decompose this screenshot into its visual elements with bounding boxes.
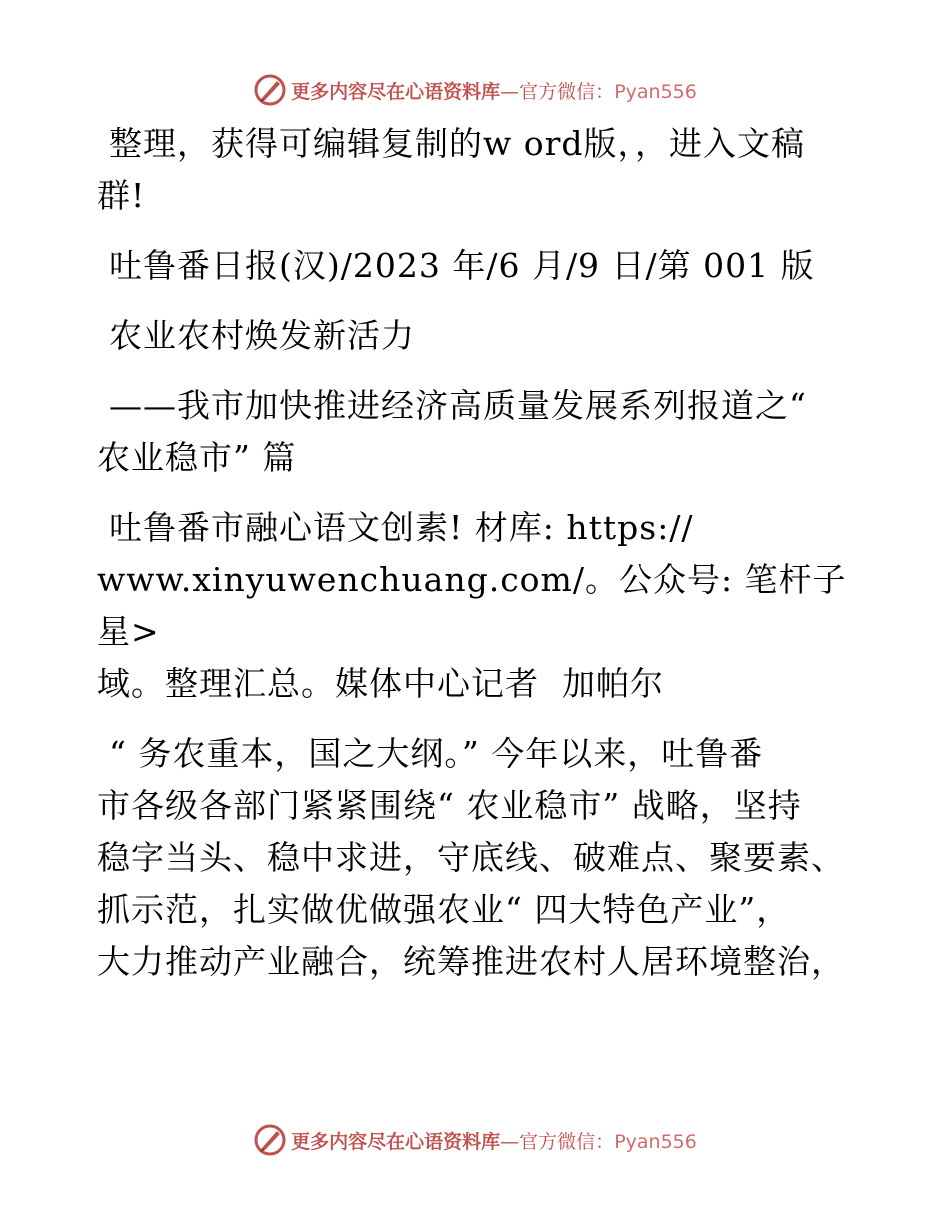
- text-line: “ 务农重本，国之大纲。” 今年以来，吐鲁番: [109, 734, 764, 773]
- text-line: 域。整理汇总。媒体中心记者 加帕尔: [97, 664, 664, 703]
- text-line: 抓示范，扎实做优做强农业“ 四大特色产业”，: [97, 890, 791, 929]
- text-line: 农业稳市” 篇: [97, 438, 297, 477]
- text-line: 吐鲁番市融心语文创素! 材库: https://: [109, 508, 694, 547]
- text-line: ——我市加快推进经济高质量发展系列报道之“: [109, 386, 807, 425]
- quill-logo-icon: [253, 73, 287, 107]
- text-line: 市各级各部门紧紧围绕“ 农业稳市” 战略，坚持: [97, 786, 802, 825]
- text-line: 群!: [97, 176, 146, 215]
- quill-logo-icon: [253, 1123, 287, 1157]
- document-body: [97, 118, 857, 988]
- text-line: www.xinyuwenchuang.com/。公众号: 笔杆子星>: [97, 560, 847, 651]
- text-line: 农业农村焕发新活力: [109, 316, 415, 355]
- footer-watermark: [0, 1120, 950, 1160]
- header-watermark: [0, 70, 950, 110]
- text-line: 稳字当头、稳中求进，守底线、破难点、聚要素、: [97, 838, 845, 877]
- text-line: 吐鲁番日报(汉)/2023 年/6 月/9 日/第 001 版: [109, 246, 815, 285]
- text-line: 大力推动产业融合，统筹推进农村人居环境整治，: [97, 942, 845, 981]
- watermark-text: 更多内容尽在心语资料库—官方微信：Pyan556: [291, 80, 697, 103]
- text-line: 整理，获得可编辑复制的w ord版，，进入文稿: [109, 124, 806, 163]
- watermark-text: 更多内容尽在心语资料库—官方微信：Pyan556: [291, 1130, 697, 1153]
